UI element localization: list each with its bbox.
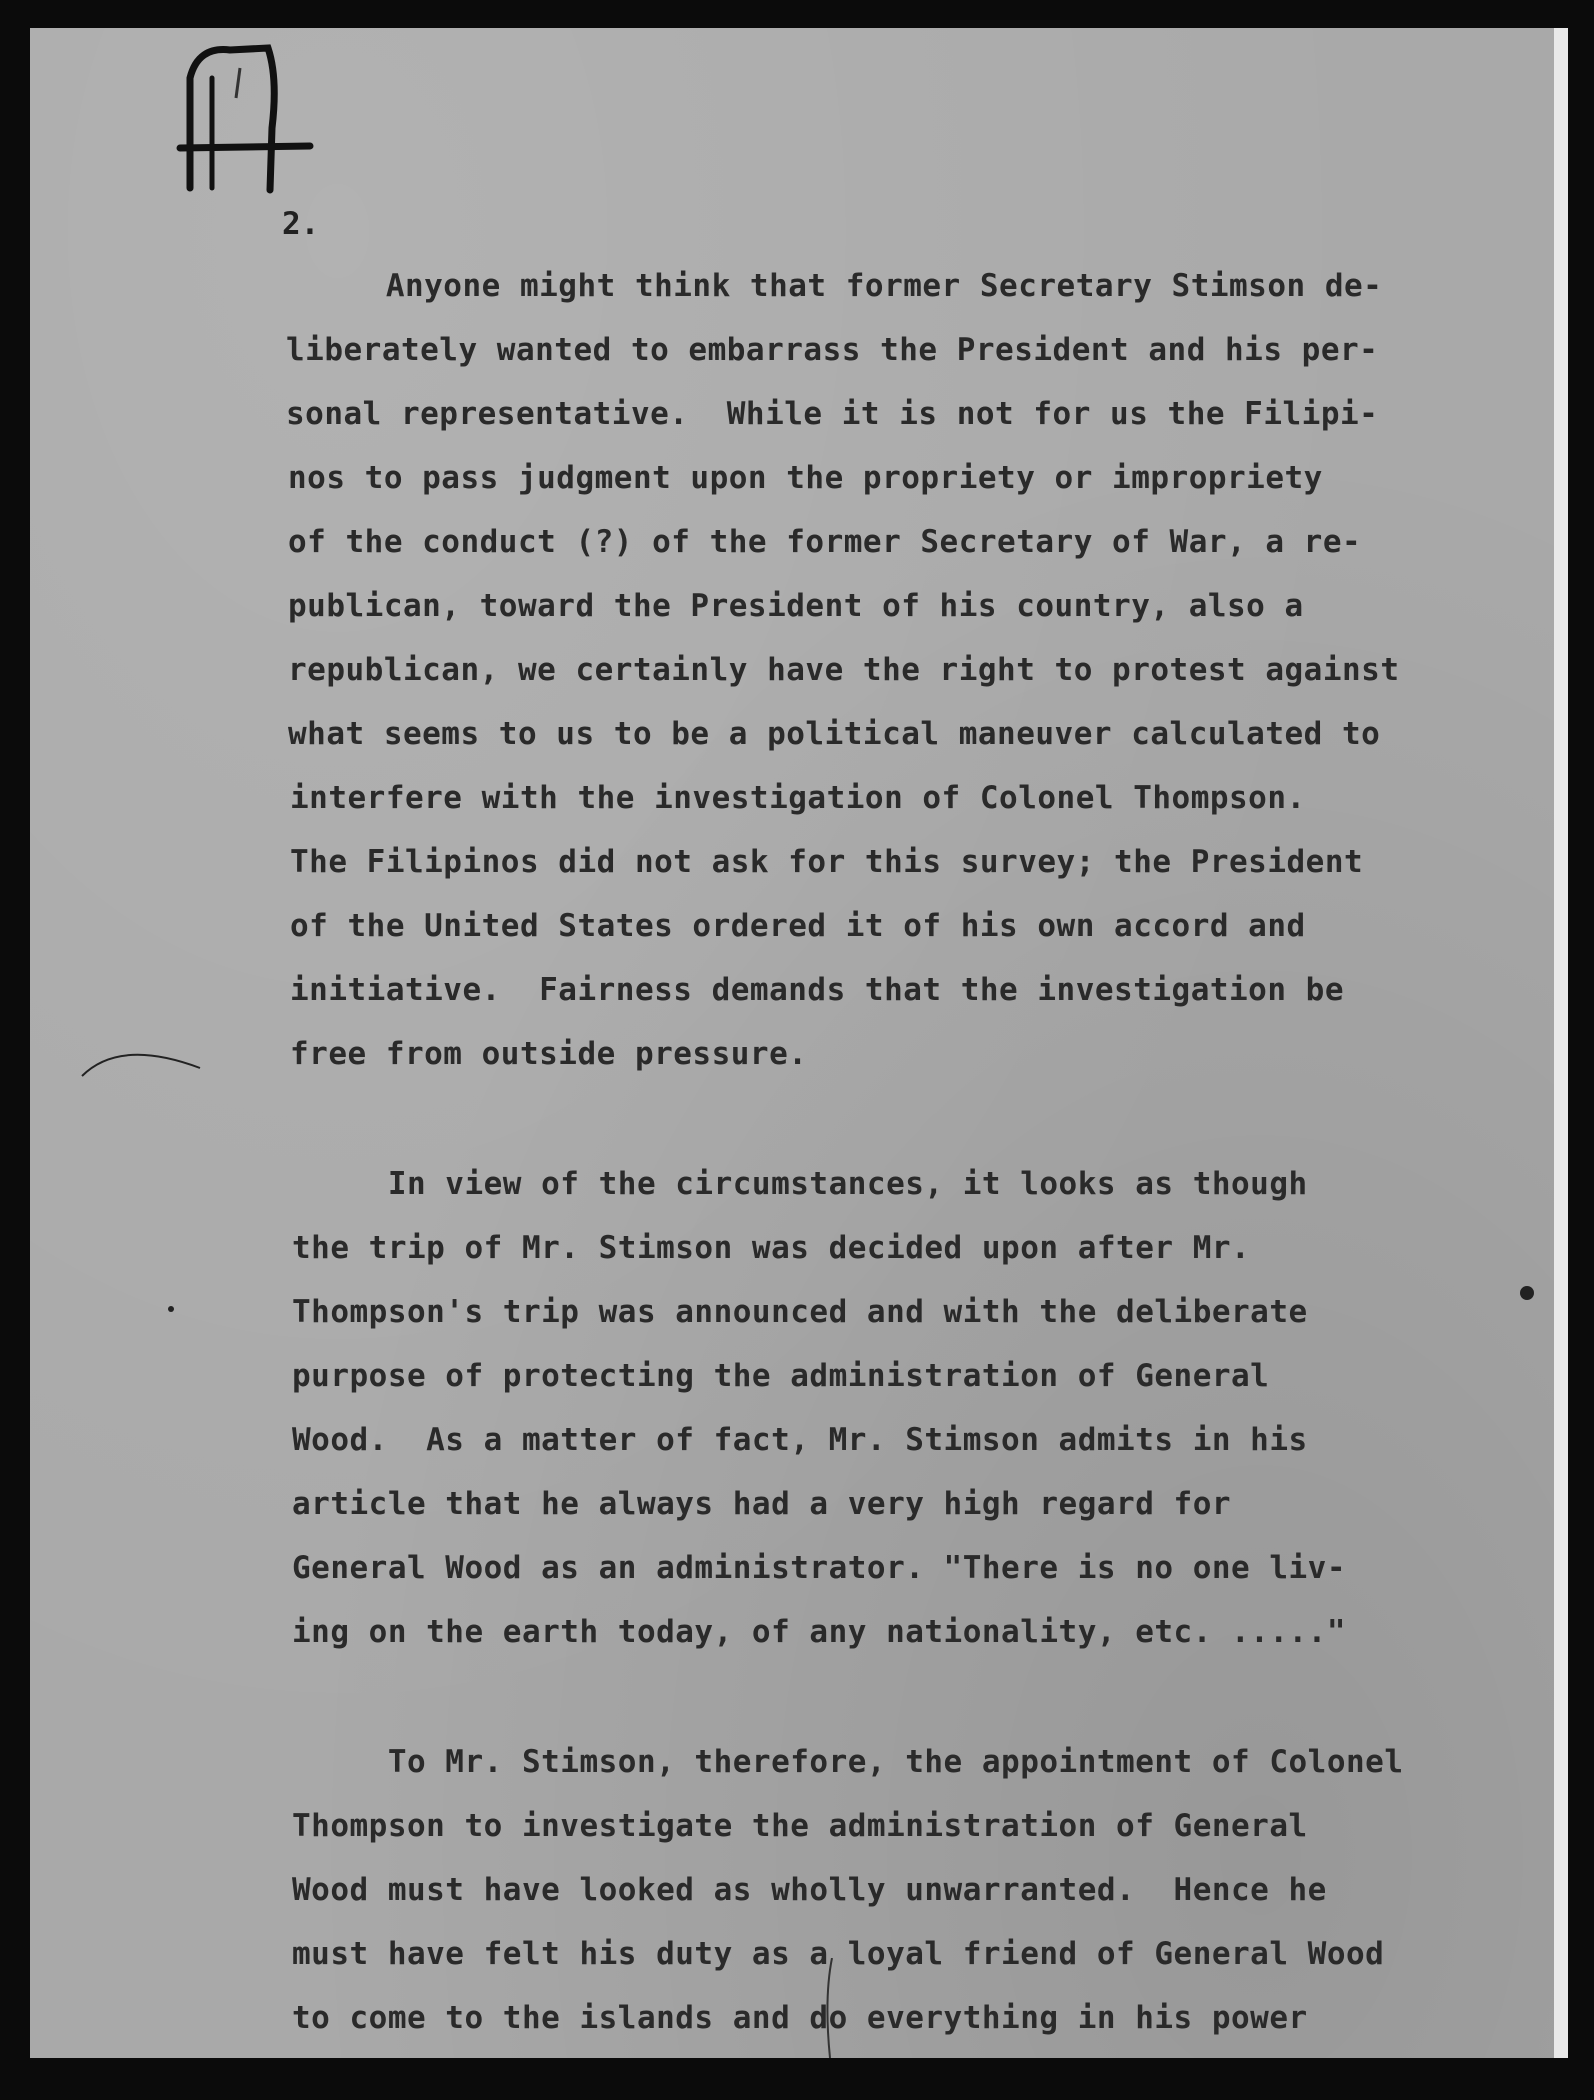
text-line: the trip of Mr. Stimson was decided upon after Mr. [292,1230,1251,1266]
text-line: Thompson's trip was announced and with the deliberate [292,1294,1308,1330]
text-line: article that he always had a very high regard for [292,1486,1232,1522]
text-line: interfere with the investigation of Colonel Thompson. [290,780,1306,816]
ink-spot [1520,1286,1534,1300]
text-line: of the conduct (?) of the former Secretary of War, a re- [288,524,1362,560]
paper-crease-mark [820,1958,840,2058]
text-line: what seems to us to be a political maneuver calculated to [288,716,1381,752]
text-line: purpose of protecting the administration of General [292,1358,1270,1394]
text-line: publican, toward the President of his country, also a [288,588,1304,624]
page-edge [1554,28,1568,2058]
text-line: ing on the earth today, of any nationality, etc. ....." [292,1614,1346,1650]
text-line: sonal representative. While it is not for us the Filipi- [286,396,1379,432]
text-line: To Mr. Stimson, therefore, the appointment of Colonel [292,1744,1404,1780]
handwritten-mark-icon [150,38,320,208]
text-line: General Wood as an administrator. "There is no one liv- [292,1550,1346,1586]
text-line: nos to pass judgment upon the propriety or impropriety [288,460,1323,496]
text-line: to come to the islands and do everything in his power [292,2000,1308,2036]
text-line: Wood. As a matter of fact, Mr. Stimson admits in his [292,1422,1308,1458]
text-line: The Filipinos did not ask for this survey; the President [290,844,1364,880]
text-line: liberately wanted to embarrass the President and his per- [286,332,1379,368]
text-line: initiative. Fairness demands that the investigation be [290,972,1344,1008]
text-line: Anyone might think that former Secretary Stimson de- [290,268,1383,304]
ink-spot [168,1306,174,1312]
document-page [30,28,1568,2058]
text-line: In view of the circumstances, it looks as though [292,1166,1308,1202]
text-line: must have felt his duty as a loyal friend of General Wood [292,1936,1385,1972]
text-line: Wood must have looked as wholly unwarranted. Hence he [292,1872,1327,1908]
text-line: of the United States ordered it of his own accord and [290,908,1306,944]
text-line: republican, we certainly have the right to protest against [288,652,1400,688]
text-line: free from outside pressure. [290,1036,808,1072]
page-number: 2. [282,206,320,242]
text-line: Thompson to investigate the administration of General [292,1808,1308,1844]
pen-stroke-mark [80,1038,210,1088]
